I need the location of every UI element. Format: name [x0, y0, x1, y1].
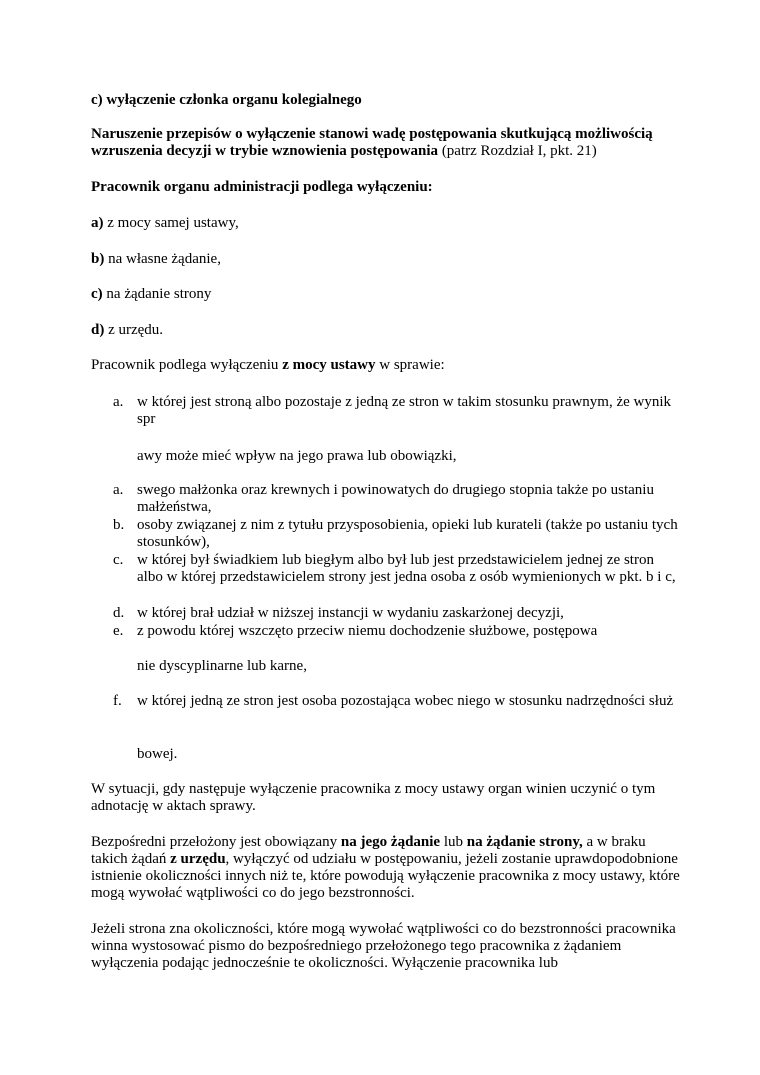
list-item: w której jest stroną albo pozostaje z jedną ze stron w takim stosunku prawnym, że wynik spr	[137, 394, 672, 427]
list-item: w której był świadkiem lub biegłym albo był lub jest przedstawicielem jednej ze stron albo w której przedstawicielem strony jest jedna osoba z osób wymienionych w pkt. b i c,	[137, 552, 676, 585]
list-marker: c.	[113, 552, 124, 568]
mode-item: d) z urzędu.	[91, 322, 164, 338]
annotation-paragraph: W sytuacji, gdy następuje wyłączenie pracownika z mocy ustawy organ winien uczynić o tym adnotację w aktach sprawy.	[91, 781, 656, 814]
list-item-continuation: awy może mieć wpływ na jego prawa lub obowiązki,	[137, 448, 457, 464]
list-item: osoby związanej z nim z tytułu przysposobienia, opieki lub kurateli (także po ustaniu tych stosunków),	[137, 517, 678, 550]
list-item-continuation: bowej.	[137, 746, 178, 762]
list-marker: a.	[113, 482, 124, 498]
superior-paragraph: Bezpośredni przełożony jest obowiązany na jego żądanie lub na żądanie strony, a w braku takich żądań z urzędu, wyłączyć od udziału w postępowaniu, jeżeli zostanie uprawdopodobnione istnienie okoliczności innych niż te, które powodują wyłączenie pracownika z mocy ustawy, które mogą wywołać wątpliwości co do jego bezstronności.	[91, 834, 680, 901]
section-heading: c) wyłączenie członka organu kolegialnego	[91, 92, 362, 108]
mode-item: a) z mocy samej ustawy,	[91, 215, 239, 231]
violation-paragraph: Naruszenie przepisów o wyłączenie stanowi wadę postępowania skutkującą możliwością wzruszenia decyzji w trybie wznowienia postępowania (patrz Rozdział I, pkt. 21)	[91, 126, 653, 159]
list-marker: e.	[113, 623, 124, 639]
mode-item: c) na żądanie strony	[91, 286, 212, 302]
list-marker: a.	[113, 394, 124, 410]
intro-paragraph: Pracownik podlega wyłączeniu z mocy ustawy w sprawie:	[91, 357, 445, 373]
list-marker: f.	[113, 693, 122, 709]
list-item: z powodu której wszczęto przeciw niemu dochodzenie służbowe, postępowa	[137, 623, 598, 639]
list-marker: d.	[113, 605, 125, 621]
party-paragraph: Jeżeli strona zna okoliczności, które mogą wywołać wątpliwości co do bezstronności pracownika winna wystosować pismo do bezpośredniego przełożonego tego pracownika z żądaniem wyłączenia podając jednocześnie te okoliczności. Wyłączenie pracownika lub	[91, 921, 676, 971]
list-item: w której brał udział w niższej instancji w wydaniu zaskarżonej decyzji,	[137, 605, 564, 621]
list-item: w której jedną ze stron jest osoba pozostająca wobec niego w stosunku nadrzędności służ	[137, 693, 674, 709]
list-marker: b.	[113, 517, 125, 533]
mode-item: b) na własne żądanie,	[91, 251, 221, 267]
list-item: swego małżonka oraz krewnych i powinowatych do drugiego stopnia także po ustaniu małżeństwa,	[137, 482, 654, 515]
subject-heading: Pracownik organu administracji podlega wyłączeniu:	[91, 179, 433, 195]
list-item-continuation: nie dyscyplinarne lub karne,	[137, 658, 307, 674]
